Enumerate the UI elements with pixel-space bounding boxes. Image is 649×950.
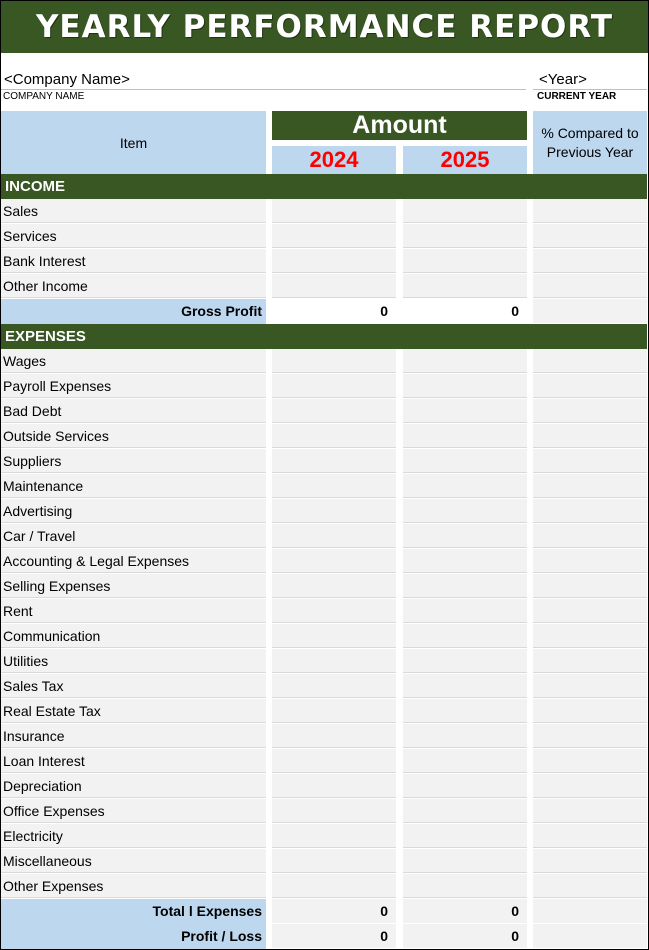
year2-value-cell[interactable] [403,274,527,298]
year2-value-cell[interactable] [403,224,527,248]
pct-compared-cell[interactable] [533,349,647,373]
profit-loss-row-year1-value: 0 [272,924,396,948]
year1-value-cell[interactable] [272,649,396,673]
expenses-row [1,874,647,899]
expenses-row-label: Wages [1,349,266,373]
income-row-label: Sales [1,199,266,223]
year2-value-cell[interactable] [403,699,527,723]
profit-loss-row-label: Profit / Loss [1,924,266,949]
year1-value-cell[interactable] [272,449,396,473]
income-row [1,249,647,274]
pct-compared-cell[interactable] [533,474,647,498]
income-row [1,224,647,249]
year1-value-cell[interactable] [272,599,396,623]
year2-value-cell[interactable] [403,499,527,523]
expenses-row-label: Other Expenses [1,874,266,898]
year2-value-cell[interactable] [403,524,527,548]
pct-compared-cell[interactable] [533,524,647,548]
expenses-row-label: Outside Services [1,424,266,448]
expenses-row [1,699,647,724]
year1-value-cell[interactable] [272,774,396,798]
pct-compared-cell[interactable] [533,749,647,773]
expenses-row-label: Loan Interest [1,749,266,773]
year2-value-cell[interactable] [403,824,527,848]
year1-value-cell[interactable] [272,274,396,298]
expenses-row [1,649,647,674]
year1-value-cell[interactable] [272,574,396,598]
year1-value-cell[interactable] [272,249,396,273]
expenses-row [1,424,647,449]
pct-compared-cell[interactable] [533,824,647,848]
expenses-row-label: Depreciation [1,774,266,798]
year2-value-cell[interactable] [403,374,527,398]
year1-value-cell[interactable] [272,424,396,448]
total-expenses-row [1,899,647,924]
pct-compared-cell[interactable] [533,449,647,473]
expenses-row-label: Advertising [1,499,266,523]
income-row [1,199,647,224]
amount-header: Amount [272,111,527,140]
year1-value-cell[interactable] [272,549,396,573]
expenses-row-label: Real Estate Tax [1,699,266,723]
expenses-row [1,549,647,574]
pct-compared-cell[interactable] [533,399,647,423]
pct-compared-cell[interactable] [533,374,647,398]
pct-compared-cell[interactable] [533,549,647,573]
pct-compared-cell[interactable] [533,274,647,298]
year1-value-cell[interactable] [272,399,396,423]
expenses-section-header [1,324,647,349]
year2-value-cell[interactable] [403,549,527,573]
expenses-row [1,824,647,849]
expenses-row [1,599,647,624]
year1-header: 2024 [272,146,396,174]
pct-compared-cell[interactable] [533,649,647,673]
expenses-row-label: Insurance [1,724,266,748]
year1-value-cell[interactable] [272,849,396,873]
year2-value-cell[interactable] [403,874,527,898]
expenses-row [1,749,647,774]
year1-value-cell[interactable] [272,374,396,398]
expenses-row [1,674,647,699]
year1-value-cell[interactable] [272,224,396,248]
expenses-row [1,374,647,399]
year2-value-cell[interactable] [403,849,527,873]
gross-profit-row-year2-value: 0 [403,299,527,323]
total-expenses-row-label: Total l Expenses [1,899,266,924]
report-title: YEARLY PERFORMANCE REPORT [1,1,648,53]
expenses-row-label: Rent [1,599,266,623]
year2-value-cell[interactable] [403,199,527,223]
pct-compared-cell[interactable] [533,874,647,898]
expenses-row-label: Sales Tax [1,674,266,698]
income-row-label: Other Income [1,274,266,298]
expenses-section-label: EXPENSES [5,328,86,345]
company-name-label: COMPANY NAME [3,91,85,102]
year2-value-cell[interactable] [403,724,527,748]
year-label: CURRENT YEAR [537,91,617,102]
expenses-row-label: Payroll Expenses [1,374,266,398]
year2-value-cell[interactable] [403,649,527,673]
year2-value-cell[interactable] [403,749,527,773]
item-column-header: Item [1,111,266,174]
year2-value-cell[interactable] [403,674,527,698]
total-expenses-row-year1-value: 0 [272,899,396,923]
year2-value-cell[interactable] [403,624,527,648]
pct-compared-cell[interactable] [533,799,647,823]
company-underline [1,89,526,90]
expenses-row-label: Car / Travel [1,524,266,548]
expenses-row [1,349,647,374]
year2-value-cell[interactable] [403,349,527,373]
profit-loss-row [1,924,647,949]
pct-compared-cell[interactable] [533,499,647,523]
expenses-row-label: Communication [1,624,266,648]
gross-profit-row [1,299,647,324]
year2-value-cell[interactable] [403,424,527,448]
pct-compared-header: % Compared to Previous Year [533,111,647,174]
year1-value-cell[interactable] [272,524,396,548]
income-section-label: INCOME [5,178,65,195]
pct-compared-cell[interactable] [533,424,647,448]
year2-value-cell[interactable] [403,399,527,423]
expenses-row-label: Office Expenses [1,799,266,823]
expenses-row [1,574,647,599]
income-row [1,274,647,299]
year1-value-cell[interactable] [272,749,396,773]
year1-value-cell[interactable] [272,499,396,523]
expenses-row [1,799,647,824]
expenses-row [1,399,647,424]
year1-value-cell[interactable] [272,874,396,898]
profit-loss-row-pct-cell[interactable] [533,924,647,948]
year2-value-cell[interactable] [403,574,527,598]
year2-value-cell[interactable] [403,474,527,498]
expenses-row [1,499,647,524]
pct-compared-cell[interactable] [533,624,647,648]
profit-loss-row-year2-value: 0 [403,924,527,948]
year1-value-cell[interactable] [272,474,396,498]
pct-compared-cell[interactable] [533,849,647,873]
year2-value-cell[interactable] [403,774,527,798]
expenses-row-label: Bad Debt [1,399,266,423]
year1-value-cell[interactable] [272,699,396,723]
expenses-row [1,724,647,749]
year1-value-cell[interactable] [272,199,396,223]
year2-value-cell[interactable] [403,449,527,473]
pct-compared-cell[interactable] [533,249,647,273]
expenses-row-label: Utilities [1,649,266,673]
year2-value-cell[interactable] [403,599,527,623]
expenses-row-label: Selling Expenses [1,574,266,598]
expenses-row [1,449,647,474]
expenses-row-label: Suppliers [1,449,266,473]
company-name-field[interactable]: <Company Name> [4,71,130,88]
expenses-row [1,524,647,549]
year1-value-cell[interactable] [272,349,396,373]
expenses-row-label: Maintenance [1,474,266,498]
pct-compared-cell[interactable] [533,224,647,248]
income-section-header [1,174,647,199]
gross-profit-row-year1-value: 0 [272,299,396,323]
gross-profit-row-label: Gross Profit [1,299,266,324]
expenses-row-label: Electricity [1,824,266,848]
year1-value-cell[interactable] [272,674,396,698]
gross-profit-row-pct-cell[interactable] [533,299,647,323]
expenses-row [1,774,647,799]
pct-compared-cell[interactable] [533,574,647,598]
year-underline [533,89,647,90]
year1-value-cell[interactable] [272,624,396,648]
pct-compared-cell[interactable] [533,599,647,623]
pct-compared-cell[interactable] [533,199,647,223]
pct-compared-cell[interactable] [533,774,647,798]
total-expenses-row-pct-cell[interactable] [533,899,647,923]
income-row-label: Services [1,224,266,248]
year1-value-cell[interactable] [272,724,396,748]
year1-value-cell[interactable] [272,824,396,848]
income-row-label: Bank Interest [1,249,266,273]
year2-value-cell[interactable] [403,249,527,273]
year2-header: 2025 [403,146,527,174]
expenses-row [1,624,647,649]
total-expenses-row-year2-value: 0 [403,899,527,923]
year-field[interactable]: <Year> [539,71,587,88]
year2-value-cell[interactable] [403,799,527,823]
year1-value-cell[interactable] [272,799,396,823]
pct-compared-cell[interactable] [533,674,647,698]
pct-compared-cell[interactable] [533,699,647,723]
expenses-row-label: Accounting & Legal Expenses [1,549,266,573]
expenses-row-label: Miscellaneous [1,849,266,873]
expenses-row [1,849,647,874]
pct-compared-cell[interactable] [533,724,647,748]
expenses-row [1,474,647,499]
